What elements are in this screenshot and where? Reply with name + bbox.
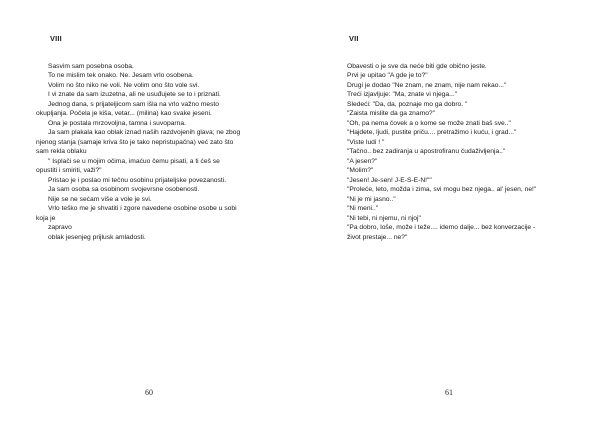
text-line: Ja sam osoba sa osobinom svojevrsne osobenosti. (48, 186, 200, 193)
text-line: opustiti i smiriti, važi?" (36, 167, 102, 174)
text-line: "Tačno.. bez zadiranja u apostrofiranu čudaživljenja.." (347, 148, 506, 155)
text-line: Vrlo teško me je shvatiti i zgore navedene osobine osobe u sobi (48, 205, 237, 212)
text-line: zapravo (48, 224, 72, 231)
chapter-heading-right: VII (349, 34, 359, 43)
body-text-left (36, 52, 240, 242)
right-page (300, 0, 600, 428)
text-line: "Ni meni.." (347, 205, 379, 212)
text-line: "A jesen?" (347, 157, 378, 165)
text-line: Sasvim sam posebna osoba. (48, 62, 134, 70)
page-number-right: 61 (445, 388, 453, 397)
text-line: njenog stanja (samaje kriva što je tako nepristupačna) već zato što (36, 138, 234, 146)
text-line: Obavesti o je sve da neće biti gde obično jeste. (347, 62, 487, 70)
text-line: "Jesen! Je-sen! J-E-S-E-N!"" (347, 176, 432, 184)
text-line: sam rekla oblaku (36, 148, 87, 155)
text-line: Sledeći: "Da, da, poznaje mo ga dobro. " (347, 100, 468, 108)
text-line: "Viste ludi ! " (347, 138, 385, 146)
text-line: "Oh, pa nema čovek a o kome se može znati baš sve.." (347, 119, 511, 127)
text-line: "Molim?" (347, 167, 374, 174)
text-line: "Pa dobro, loše, može i teže.... idemo dalje... bez konverzacije - (347, 224, 536, 231)
text-line: Prvi je upitao "A gde je to?" (347, 72, 428, 79)
text-line: Nije se ne sećam više a vole je svi. (48, 195, 152, 203)
text-line (347, 52, 536, 62)
text-line: život prestaje... ne?" (347, 233, 408, 241)
text-line: oblak jesenjeg prijlusk amladosti. (48, 233, 146, 241)
text-line: To ne mislim tek onako. Ne. Jesam vrlo osobena. (48, 72, 194, 79)
text-line: "Zaista mislite da ga znamo?" (347, 110, 436, 117)
page-number-left: 60 (145, 388, 153, 397)
text-line: "Ni tebi, ni njemu, ni njoj" (347, 214, 421, 222)
text-line: Volim no što niko ne voli. Ne volim ono što vole svi. (48, 81, 200, 89)
text-line: koja je (36, 214, 56, 222)
chapter-heading-left: VIII (50, 34, 62, 43)
text-line: "Proleće, leto, možda i zima, svi mogu bez njega.. al' jesen, ne!" (347, 186, 537, 193)
text-line: " Isplači se u mojim očima, imaćuo čemu pisati, a ti ćeš se (48, 157, 220, 165)
text-line: okupljanja. Počela je kiša, vetar... (milina) kao svake jeseni. (36, 110, 212, 117)
text-line: Ja sam plakala kao oblak iznad naših razdvojenih glava; ne zbog (48, 129, 241, 136)
text-line: Ona je postala mrzovoljna, tamna i suvoparna. (48, 119, 186, 127)
text-line: Pristao je i poslao mi tečnu osobinu prijateljske povezanosti. (48, 176, 227, 184)
body-text-right (347, 52, 536, 242)
text-line: I vi znate da sam izuzetna, ali ne usuđujete se to i priznati. (48, 91, 221, 98)
text-line: "Ni je mi jasno.." (347, 195, 396, 203)
text-line (36, 52, 240, 62)
text-line: Jednog dana, s prijateljicom sam išla na vrlo važno mesto (48, 100, 219, 108)
text-line: Treći izjavljuje: "Ma, znate vi njega..." (347, 91, 458, 98)
text-line: Drugi je dodao "Ne znam, ne znam, nije nam rekao..." (347, 81, 507, 89)
text-line: "Hajdete, ljudi, pustite priču.... pretražimo i kuću, i grad..." (347, 129, 517, 136)
